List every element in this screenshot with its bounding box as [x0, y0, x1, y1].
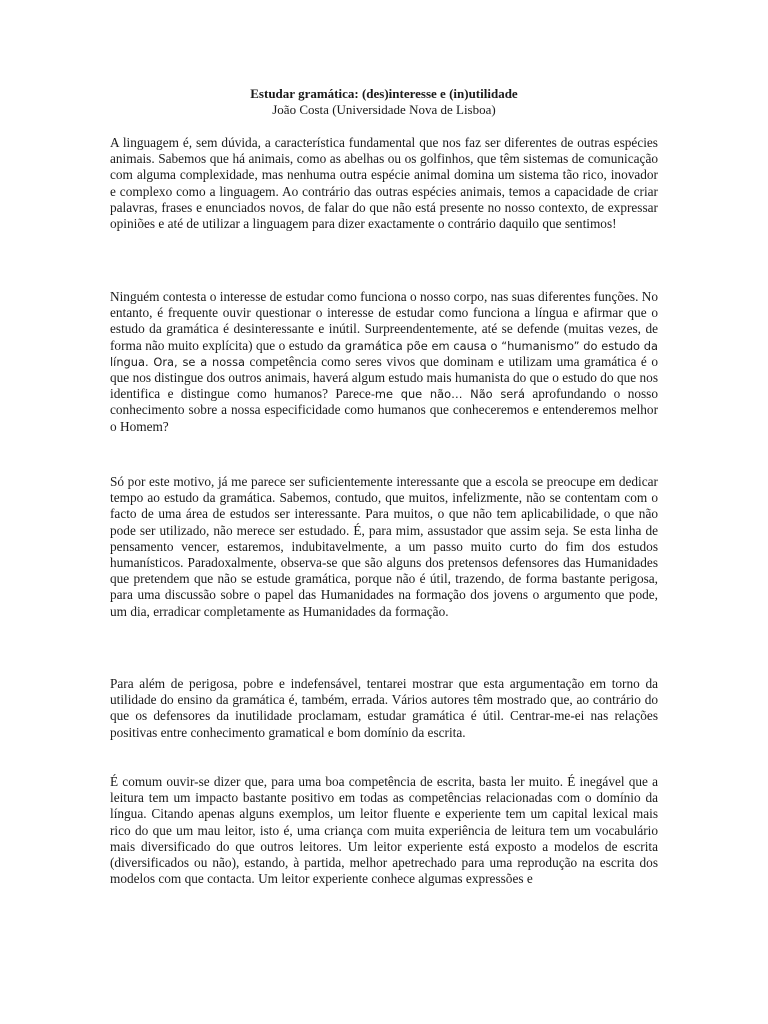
paragraph-5: É comum ouvir-se dizer que, para uma boa competência de escrita, basta ler muito. É inegável que a leitura tem um impacto bastante positivo em todas as competências relacionadas com o domínio da língua. Citando apenas alguns exemplos, um leitor fluente e experiente tem um capital lexical mais rico do que um mau leitor, isto é, uma criança com muita experiência de leitura tem um vocabulário mais diversificado do que outros leitores. Um leitor experiente está exposto a modelos de escrita (diversificados ou não), estando, à partida, melhor apetrechado para uma reprodução na escrita dos modelos com que contacta. Um leitor experiente conhece algumas expressões e [110, 774, 658, 887]
document-title: Estudar gramática: (des)interesse e (in)utilidade [250, 86, 518, 101]
paragraph-1: A linguagem é, sem dúvida, a característica fundamental que nos faz ser diferentes de outras espécies animais. Sabemos que há animais, como as abelhas ou os golfinhos, que têm sistemas de comunicação com alguma complexidade, mas nenhuma outra espécie animal domina um sistema tão rico, inovador e complexo como a linguagem. Ao contrário das outras espécies animais, temos a capacidade de criar palavras, frases e enunciados novos, de falar do que não está presente no nosso contexto, de expressar opiniões e até de utilizar a linguagem para dizer exactamente o contrário daquilo que sentimos! [110, 135, 658, 232]
paragraph-2-text-b: competência como seres vivos que dominam e utilizam uma gramática é o que nos distingue dos outros animais, haverá algum estudo mais humanista do que o estudo do que nos identifica e distingue como humanos? Parece [110, 353, 658, 402]
document-author: João Costa (Universidade Nova de Lisboa) [272, 102, 496, 117]
paragraph-2-sans-run-b: -me que não… Não será [370, 387, 525, 402]
paragraph-3: Só por este motivo, já me parece ser suficientemente interessante que a escola se preocupe em dedicar tempo ao estudo da gramática. Sabemos, contudo, que muitos, infelizmente, não se contentam com o facto de uma área de estudos ser interessante. Para muitos, o que não tem aplicabilidade, o que não pode ser utilizado, não merece ser estudado. É, para mim, assustador que assim seja. Se esta linha de pensamento vencer, estaremos, indubitavelmente, a um passo muito curto do fim dos estudos humanísticos. Paradoxalmente, observa-se que são alguns dos pretensos defensores das Humanidades que pretendem que não se estude gramática, porque não é útil, trazendo, de forma bastante perigosa, para uma discussão sobre o papel das Humanidades na formação dos jovens o argumento que pode, um dia, erradicar completamente as Humanidades da formação. [110, 474, 658, 619]
paragraph-2-sans-run-a: da gramática põe em causa o “humanismo” do estudo da língua. Ora, se a nossa [110, 338, 658, 369]
paragraph-2 [110, 289, 658, 435]
paragraph-2-text-c: aprofundando o nosso conhecimento sobre a nossa especificidade como humanos que conheceremos e entenderemos melhor o Homem? [110, 386, 658, 434]
paragraph-4: Para além de perigosa, pobre e indefensável, tentarei mostrar que esta argumentação em torno da utilidade do ensino da gramática é, também, errada. Vários autores têm mostrado que, ao contrário do que os defensores da inutilidade proclamam, estudar gramática é útil. Centrar-me-ei nas relações positivas entre conhecimento gramatical e bom domínio da escrita. [110, 676, 658, 740]
paragraph-2-text-a: Ninguém contesta o interesse de estudar como funciona o nosso corpo, nas suas diferentes funções. No entanto, é frequente ouvir questionar o interesse de estudar como funciona a língua e afirmar que o estudo da gramática é desinteressante e inútil. Surpreendentemente, até se defende (muitas vezes, de forma não muito explícita) que o estudo [110, 289, 658, 353]
